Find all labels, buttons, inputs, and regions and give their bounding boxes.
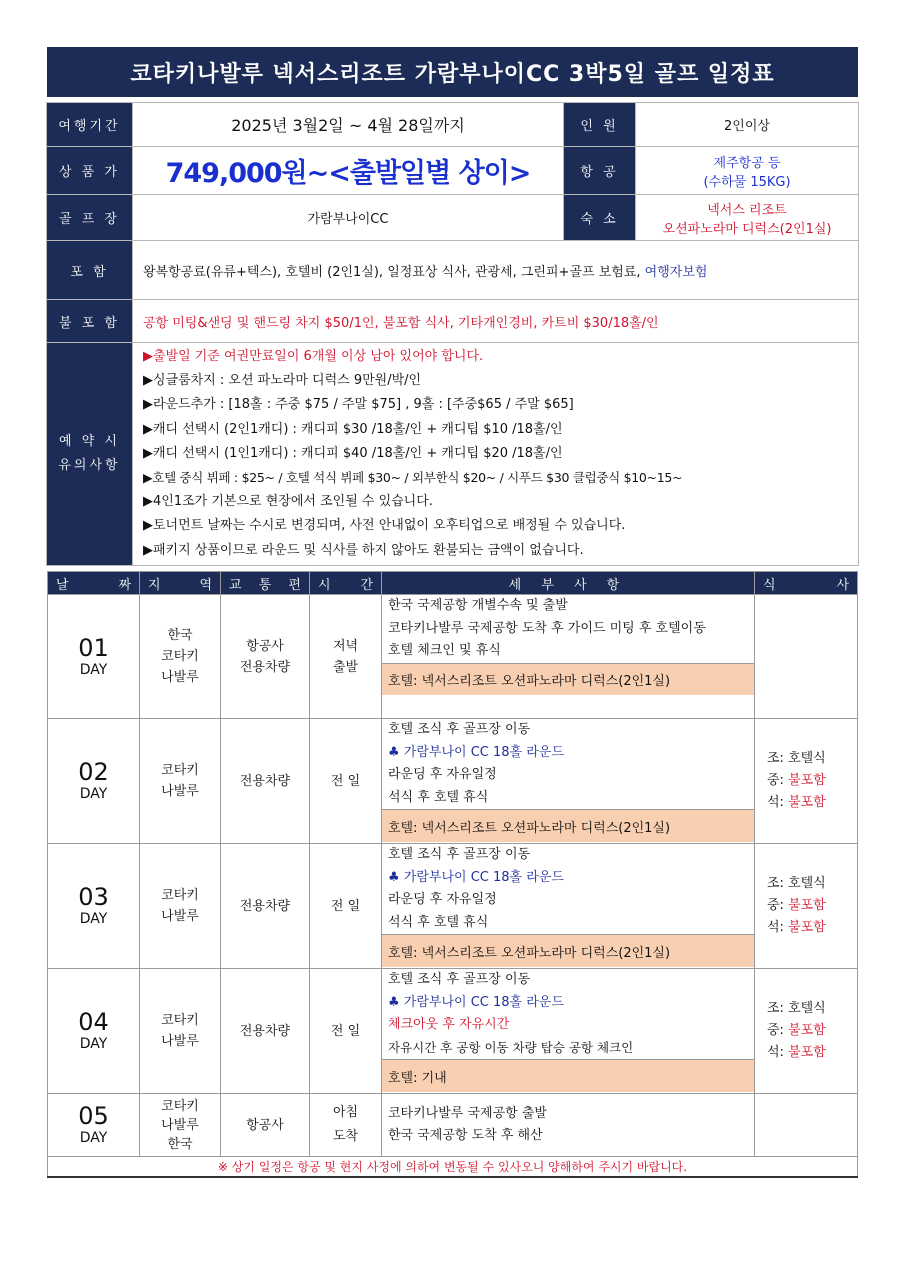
note-item: ▶토너먼트 날짜는 수시로 변경되며, 사전 안내없이 오후티업으로 배정될 수 있습니다. xyxy=(143,518,626,534)
meal-dinner-prefix: 석: xyxy=(767,920,789,935)
footnote: ※ 상기 일정은 항공 및 현지 사정에 의하여 변동될 수 있사오니 양해하여 주시기 바랍니다. xyxy=(48,1157,858,1178)
note-item: ▶패키지 상품이므로 라운드 및 식사를 하지 않아도 환불되는 금액이 없습니다. xyxy=(143,542,584,558)
detail-line: 체크아웃 후 자유시간 xyxy=(388,1017,510,1032)
time-line: 저녁 xyxy=(332,638,359,654)
meal-dinner-prefix: 석: xyxy=(767,795,789,810)
time-cell xyxy=(310,969,382,1094)
region-cell xyxy=(140,844,221,969)
meal-lunch-value: 불포함 xyxy=(788,1023,826,1038)
region-cell xyxy=(140,595,221,719)
region-cell xyxy=(140,1094,221,1157)
note-item: ▶라운드추가 : [18홀 : 주중 $75 / 주말 $75] , 9홀 : [주중$65 / 주말 $65] xyxy=(143,397,574,413)
region-line: 코타키 xyxy=(161,649,199,664)
notes-label-line2: 유의사항 xyxy=(58,457,121,473)
time-cell xyxy=(310,844,382,969)
meal-dinner xyxy=(767,792,857,814)
detail-line: 석식 후 호텔 휴식 xyxy=(388,914,489,930)
detail-line: 라운딩 후 자유일정 xyxy=(388,892,497,907)
meal-cell xyxy=(755,1094,858,1157)
transport-cell xyxy=(221,969,310,1094)
day-word: DAY xyxy=(79,1036,108,1052)
meal-cell xyxy=(755,719,858,844)
header-region: 지 역 xyxy=(140,572,221,595)
time-cell xyxy=(310,719,382,844)
region-line: 코타키 xyxy=(161,1098,199,1114)
time-cell xyxy=(310,1094,382,1157)
detail-line: 호텔 조식 후 골프장 이동 xyxy=(388,972,531,987)
schedule-row xyxy=(48,595,858,719)
people-label: 인 원 xyxy=(564,103,636,147)
hotel-line: 호텔: 넥서스리조트 오션파노라마 디럭스(2인1실) xyxy=(382,663,754,695)
airline-line2: (수하물 15KG) xyxy=(703,174,791,190)
detail-line: 한국 국제공항 도착 후 해산 xyxy=(388,1128,543,1143)
schedule-header-row xyxy=(48,572,858,595)
day-number: 02 xyxy=(78,758,109,786)
meal-dinner-value: 불포함 xyxy=(788,795,826,810)
region-line: 코타키 xyxy=(161,763,199,778)
meal-breakfast: 조: 호텔식 xyxy=(767,876,826,891)
trip-info-table xyxy=(46,102,859,566)
time-line: 출발 xyxy=(332,659,359,675)
detail-cell xyxy=(382,969,755,1094)
header-details: 세 부 사 항 xyxy=(382,572,755,595)
region-line: 나발루 xyxy=(161,670,199,685)
schedule-table xyxy=(47,571,858,1178)
golf-label: 골 프 장 xyxy=(47,195,133,241)
time-cell xyxy=(310,595,382,719)
region-line: 코타키 xyxy=(161,888,199,903)
region-cell xyxy=(140,719,221,844)
meal-dinner xyxy=(767,1042,857,1064)
detail-line: 호텔 체크인 및 휴식 xyxy=(388,643,501,658)
airline-value xyxy=(636,147,859,195)
region-line: 코타키 xyxy=(161,1013,199,1028)
region-line: 나발루 xyxy=(161,909,199,924)
meal-lunch xyxy=(767,1020,857,1042)
detail-line: 한국 국제공항 개별수속 및 출발 xyxy=(388,598,568,613)
day-number: 01 xyxy=(78,633,109,662)
note-item: ▶캐디 선택시 (1인1캐디) : 캐디피 $40 /18홀/인 + 캐디팁 $20 /18홀/인 xyxy=(143,445,563,461)
notes-label-line1: 예 약 시 xyxy=(59,433,120,449)
people-value: 2인이상 xyxy=(636,103,859,147)
hotel-line1: 넥서스 리조트 xyxy=(707,202,787,218)
transport-cell xyxy=(221,1094,310,1157)
meal-breakfast: 조: 호텔식 xyxy=(767,1001,826,1016)
schedule-row xyxy=(48,1094,858,1157)
schedule-row xyxy=(48,844,858,969)
time-line: 도착 xyxy=(332,1129,359,1144)
hotel-line: 호텔: 기내 xyxy=(382,1059,754,1092)
notes-label xyxy=(47,343,133,566)
time-line: 전 일 xyxy=(330,1023,361,1039)
detail-cell xyxy=(382,844,755,969)
meal-lunch-value: 불포함 xyxy=(788,773,826,788)
airline-line1: 제주항공 등 xyxy=(713,155,781,171)
header-transport: 교 통 편 xyxy=(221,572,310,595)
day-word: DAY xyxy=(79,786,108,802)
region-cell xyxy=(140,969,221,1094)
detail-cell xyxy=(382,1094,755,1157)
region-line: 나발루 xyxy=(161,1034,199,1049)
detail-line: ♣ 가람부나이 CC 18홀 라운드 xyxy=(388,994,564,1010)
day-cell xyxy=(48,844,140,969)
transport-line: 전용차량 xyxy=(239,898,291,914)
include-extra: 여행자보험 xyxy=(644,264,708,280)
day-word: DAY xyxy=(79,911,108,927)
day-number: 04 xyxy=(78,1008,109,1036)
transport-cell xyxy=(221,719,310,844)
hotel-label: 숙 소 xyxy=(564,195,636,241)
meal-lunch-prefix: 중: xyxy=(767,773,789,788)
time-line: 전 일 xyxy=(330,898,361,914)
notes-list xyxy=(133,343,859,566)
exclude-label: 불 포 함 xyxy=(47,300,133,343)
detail-line: ♣ 가람부나이 CC 18홀 라운드 xyxy=(388,744,564,760)
day-cell xyxy=(48,1094,140,1157)
meal-lunch xyxy=(767,770,857,792)
meal-dinner xyxy=(767,917,857,939)
meal-cell xyxy=(755,595,858,719)
schedule-row xyxy=(48,719,858,844)
region-line: 나발루 xyxy=(161,1117,199,1133)
detail-cell xyxy=(382,719,755,844)
detail-line: 호텔 조식 후 골프장 이동 xyxy=(388,722,531,737)
hotel-line: 호텔: 넥서스리조트 오션파노라마 디럭스(2인1실) xyxy=(382,934,754,967)
schedule-row xyxy=(48,969,858,1094)
region-line: 한국 xyxy=(167,628,193,643)
meal-breakfast: 조: 호텔식 xyxy=(767,751,826,766)
detail-cell xyxy=(382,595,755,719)
note-item: ▶캐디 선택시 (2인1캐디) : 캐디피 $30 /18홀/인 + 캐디팁 $10 /18홀/인 xyxy=(143,421,563,437)
time-line: 전 일 xyxy=(330,773,361,789)
note-item: ▶출발일 기준 여권만료일이 6개월 이상 남아 있어야 합니다. xyxy=(143,349,484,364)
period-label: 여행기간 xyxy=(47,103,133,147)
meal-lunch-prefix: 중: xyxy=(767,1023,789,1038)
period-value: 2025년 3월2일 ~ 4월 28일까지 xyxy=(133,103,564,147)
detail-line: 석식 후 호텔 휴식 xyxy=(388,789,489,805)
golf-value: 가람부나이CC xyxy=(133,195,564,241)
region-line: 한국 xyxy=(167,1136,193,1152)
day-number: 05 xyxy=(78,1102,109,1130)
meal-dinner-value: 불포함 xyxy=(788,1045,826,1060)
region-line: 나발루 xyxy=(161,784,199,799)
transport-line: 전용차량 xyxy=(239,773,291,789)
note-item: ▶싱글룸차지 : 오션 파노라마 디럭스 9만원/박/인 xyxy=(143,373,422,389)
transport-cell xyxy=(221,844,310,969)
day-cell xyxy=(48,719,140,844)
hotel-line: 호텔: 넥서스리조트 오션파노라마 디럭스(2인1실) xyxy=(382,809,754,842)
meal-cell xyxy=(755,969,858,1094)
meal-dinner-value: 불포함 xyxy=(788,920,826,935)
hotel-line2: 오션파노라마 디럭스(2인1실) xyxy=(662,221,832,237)
note-item: ▶호텔 중식 뷔페 : $25~ / 호텔 석식 뷔페 $30~ / 외부한식 $20~ / 시푸드 $30 클럽중식 $10~15~ xyxy=(143,470,683,486)
airline-label: 항 공 xyxy=(564,147,636,195)
day-cell xyxy=(48,969,140,1094)
detail-line: 코타키나발루 국제공항 도착 후 가이드 미팅 후 호텔이동 xyxy=(388,620,706,636)
detail-line: 라운딩 후 자유일정 xyxy=(388,767,497,782)
header-date: 날 짜 xyxy=(48,572,140,595)
detail-line: 코타키나발루 국제공항 출발 xyxy=(388,1105,547,1121)
include-text: 왕복항공료(유류+텍스), 호텔비 (2인1실), 일정표상 식사, 관광세, 그린피+골프 보험료, xyxy=(143,264,641,280)
day-number: 03 xyxy=(78,883,109,911)
include-value xyxy=(133,241,859,300)
detail-line: 자유시간 후 공항 이동 차량 탑승 공항 체크인 xyxy=(388,1039,634,1055)
header-time: 시 간 xyxy=(310,572,382,595)
note-item: ▶4인1조가 기본으로 현장에서 조인될 수 있습니다. xyxy=(143,494,433,510)
price-value: 749,000원~<출발일별 상이> xyxy=(133,147,564,195)
meal-lunch-value: 불포함 xyxy=(788,898,826,913)
meal-lunch xyxy=(767,895,857,917)
transport-line: 항공사 xyxy=(246,638,284,654)
transport-line: 항공사 xyxy=(246,1117,284,1133)
exclude-value: 공항 미팅&샌딩 및 핸드링 차지 $50/1인, 불포함 식사, 기타개인경비, 카트비 $30/18홀/인 xyxy=(133,300,859,343)
meal-dinner-prefix: 석: xyxy=(767,1045,789,1060)
detail-line: ♣ 가람부나이 CC 18홀 라운드 xyxy=(388,869,564,885)
hotel-value xyxy=(636,195,859,241)
meal-lunch-prefix: 중: xyxy=(767,898,789,913)
day-word: DAY xyxy=(79,661,108,678)
day-word: DAY xyxy=(79,1130,108,1146)
time-line: 아침 xyxy=(332,1105,359,1120)
include-label: 포 함 xyxy=(47,241,133,300)
header-meal: 식 사 xyxy=(755,572,858,595)
page-title: 코타키나발루 넥서스리조트 가람부나이CC 3박5일 골프 일정표 xyxy=(47,47,858,97)
transport-cell xyxy=(221,595,310,719)
transport-line: 전용차량 xyxy=(239,1023,291,1039)
meal-cell xyxy=(755,844,858,969)
transport-line: 전용차량 xyxy=(239,659,291,675)
detail-line: 호텔 조식 후 골프장 이동 xyxy=(388,847,531,862)
day-cell xyxy=(48,595,140,719)
price-label: 상 품 가 xyxy=(47,147,133,195)
